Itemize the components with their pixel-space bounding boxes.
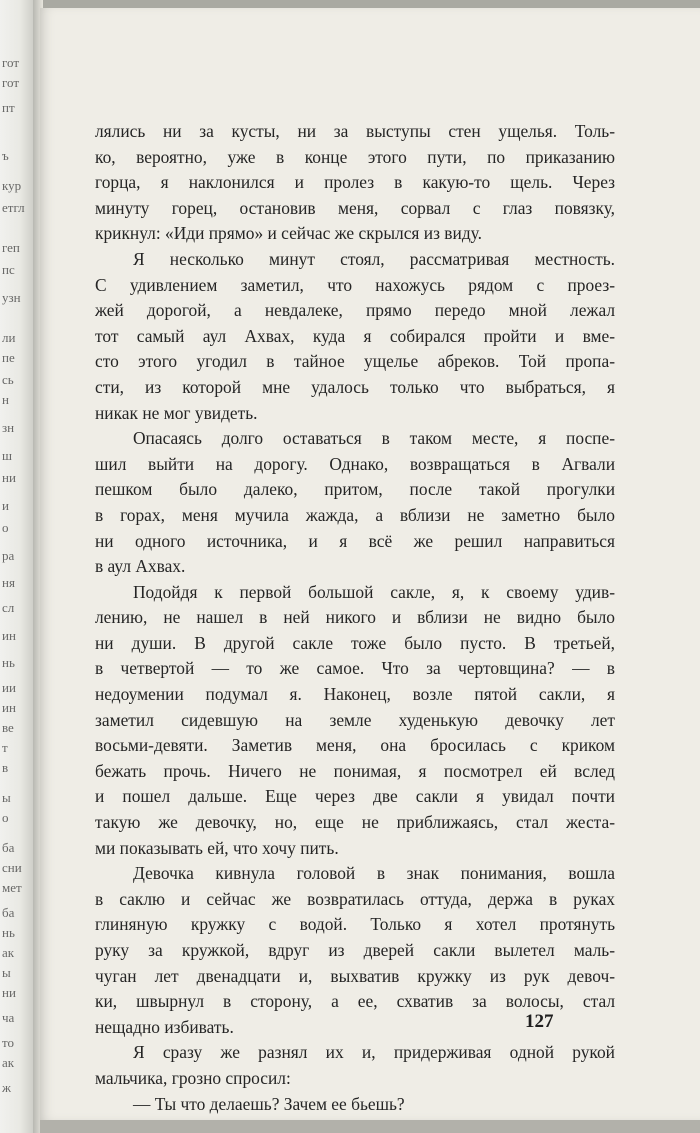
text-line: глиняную кружку с водой. Только я хотел протянуть: [95, 914, 615, 935]
text-line: С удивлением заметил, что нахожусь рядом с проез-: [95, 274, 615, 295]
text-line: заметил сидевшую на земле худенькую девочку лет: [95, 709, 615, 730]
adjacent-page-fragment: пе: [2, 350, 15, 365]
text-line: Я сразу же разнял их и, придерживая одной рукой: [133, 1042, 615, 1063]
text-line: ми показывать ей, что хочу пить.: [95, 837, 339, 858]
text-line: тот самый аул Ахвах, куда я собирался пройти и вме-: [95, 325, 615, 346]
text-line: никак не мог увидеть.: [95, 402, 258, 423]
text-line: ко, вероятно, уже в конце этого пути, по приказанию: [95, 146, 615, 167]
adjacent-page-fragment: нь: [2, 925, 15, 940]
adjacent-page-fragment: ин: [2, 628, 16, 643]
text-line: Подойдя к первой большой сакле, я, к своему удив-: [133, 581, 615, 602]
text-line: лялись ни за кусты, ни за выступы стен ущелья. Толь-: [95, 121, 615, 141]
adjacent-page-fragment: ш: [2, 448, 13, 463]
adjacent-page-fragment: о: [2, 810, 9, 825]
text-line: в аул Ахвах.: [95, 556, 186, 577]
adjacent-page-fragment: в: [2, 760, 9, 775]
adjacent-page-fragment: гот: [2, 55, 20, 70]
text-line: крикнул: «Иди прямо» и сейчас же скрылся из виду.: [95, 223, 482, 244]
adjacent-page-fragment: ъ: [2, 148, 9, 163]
page-number: 127: [525, 1011, 554, 1032]
text-line: в четвертой — то же самое. Что за чертовщина? — в: [95, 658, 615, 679]
adjacent-page-fragment: ы: [2, 790, 11, 805]
paragraph: [95, 1040, 615, 1091]
adjacent-page-fragment: ра: [2, 548, 15, 563]
text-line: минуту горец, остановив меня, сорвал с глаз повязку,: [95, 197, 615, 218]
text-line: руку за кружкой, вдруг из дверей сакли вылетел маль-: [95, 940, 615, 960]
paragraph: [95, 426, 615, 580]
text-line: шил выйти на дорогу. Однако, возвращаться в Агвали: [95, 453, 615, 474]
adjacent-page-fragment: пс: [2, 262, 15, 277]
text-line: в горах, меня мучила жажда, а вблизи не заметно было: [95, 504, 615, 525]
adjacent-page-fragment: ве: [2, 720, 14, 735]
adjacent-page-fragment: сь: [2, 372, 14, 387]
adjacent-page-fragment: ак: [2, 945, 15, 960]
adjacent-page-fragment: ии: [2, 680, 16, 695]
adjacent-page-fragment: пт: [2, 100, 15, 115]
adjacent-page-fragment: мет: [2, 880, 22, 895]
paragraph: [95, 247, 615, 426]
adjacent-page-fragment: ж: [2, 1080, 11, 1095]
text-line: ни одного источника, и я всё же решил направиться: [95, 530, 615, 551]
adjacent-page-fragment: ин: [2, 700, 16, 715]
text-line: недоумении подумал я. Наконец, возле пятой сакли, я: [95, 684, 615, 705]
adjacent-page-fragment: геп: [2, 240, 20, 255]
book-page: [40, 8, 700, 1120]
adjacent-page-fragment: то: [2, 1035, 15, 1050]
adjacent-page-fragment: гот: [2, 75, 20, 90]
text-line: и пошел дальше. Еще через две сакли я увидал почти: [95, 786, 615, 807]
adjacent-page-fragment: ча: [2, 1010, 15, 1025]
text-line: нещадно избивать.: [95, 1016, 234, 1037]
adjacent-page-fragment: нь: [2, 655, 15, 670]
adjacent-page-fragment: ни: [2, 985, 16, 1000]
adjacent-page-fragment: т: [2, 740, 8, 755]
adjacent-page-fragment: сл: [2, 600, 15, 615]
adjacent-page-fragment: ы: [2, 965, 11, 980]
adjacent-page-fragment: етгл: [2, 200, 25, 215]
adjacent-page-fragment: и: [2, 498, 9, 513]
text-line: Девочка кивнула головой в знак понимания, вошла: [133, 863, 615, 884]
text-line: мальчика, грозно спросил:: [95, 1067, 291, 1088]
text-line: ки, швырнул в сторону, а ее, схватив за волосы, стал: [95, 991, 615, 1012]
text-line: сти, из которой мне удалось только что выбраться, я: [95, 376, 615, 397]
adjacent-page-fragment: о: [2, 520, 9, 535]
text-line: сто этого угодил в тайное ущелье абреков. Той пропа-: [95, 351, 615, 372]
adjacent-page-fragment: ак: [2, 1055, 15, 1070]
text-line: пешком было далеко, притом, после такой прогулки: [95, 479, 615, 500]
adjacent-page-fragment: сни: [2, 860, 22, 875]
paragraph: [95, 1092, 615, 1118]
adjacent-page-fragment: ня: [2, 575, 15, 590]
adjacent-page-edge: [0, 0, 33, 1133]
text-line: в саклю и сейчас же возвратилась оттуда, держа в руках: [95, 888, 615, 909]
text-line: — Ты что делаешь? Зачем ее бьешь?: [133, 1093, 405, 1114]
adjacent-page-fragment: ли: [2, 330, 16, 345]
text-line: горца, я наклонился и пролез в какую-то щель. Через: [95, 172, 615, 193]
page-bottom-edge: [40, 1120, 700, 1133]
text-line: чуган лет двенадцати и, выхватив кружку из рук девоч-: [95, 965, 615, 986]
text-line: такую же девочку, но, еще не приближаясь, стал жеста-: [95, 812, 615, 833]
text-line: бежать прочь. Ничего не понимая, я посмотрел ей вслед: [95, 760, 615, 781]
text-line: лению, не нашел в ней никого и вблизи не видно было: [95, 607, 615, 628]
adjacent-page-fragment: зн: [2, 420, 15, 435]
paragraph: [95, 580, 615, 862]
page-text: [95, 119, 615, 1117]
text-line: Я несколько минут стоял, рассматривая местность.: [133, 248, 615, 269]
adjacent-page-fragment: н: [2, 392, 9, 407]
text-line: ни души. В другой сакле тоже было пусто. В третьей,: [95, 632, 615, 653]
adjacent-page-fragment: кур: [2, 178, 22, 193]
adjacent-page-fragment: ни: [2, 470, 16, 485]
text-line: жей дорогой, а невдалеке, прямо передо мной лежал: [95, 300, 615, 321]
adjacent-page-fragment: ба: [2, 840, 15, 855]
paragraph: [95, 119, 615, 247]
adjacent-page-fragment: узн: [2, 290, 21, 305]
adjacent-page-fragment: ба: [2, 905, 15, 920]
text-line: Опасаясь долго оставаться в таком месте, я поспе-: [133, 428, 615, 449]
text-line: восьми-девяти. Заметив меня, она бросилась с криком: [95, 735, 615, 756]
